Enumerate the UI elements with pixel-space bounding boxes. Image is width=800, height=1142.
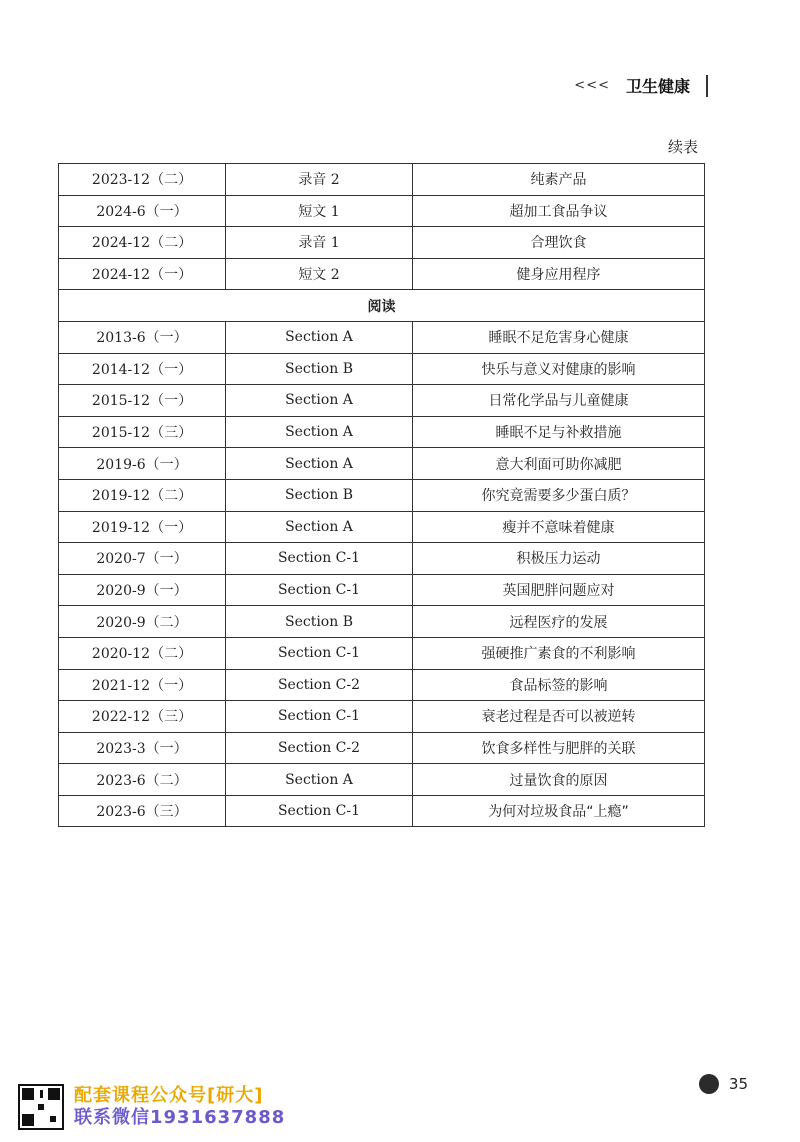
exam-part-cell: Section A: [226, 385, 413, 417]
topic-cell: 快乐与意义对健康的影响: [413, 353, 705, 385]
topic-cell: 积极压力运动: [413, 543, 705, 575]
topic-cell: 超加工食品争议: [413, 195, 705, 227]
exam-part-cell: Section A: [226, 416, 413, 448]
exam-part-cell: Section C-1: [226, 543, 413, 575]
exam-date-cell: 2023-6（二）: [59, 764, 226, 796]
exam-date-cell: 2019-12（一）: [59, 511, 226, 543]
topic-cell: 睡眠不足危害身心健康: [413, 321, 705, 353]
topic-cell: 合理饮食: [413, 227, 705, 259]
section-header-row: [59, 290, 705, 322]
exam-part-cell: 短文 1: [226, 195, 413, 227]
exam-date-cell: 2024-12（一）: [59, 258, 226, 290]
table-row: [59, 353, 705, 385]
exam-part-cell: 短文 2: [226, 258, 413, 290]
exam-part-cell: Section C-1: [226, 795, 413, 827]
section-reading-label: 阅读: [59, 290, 705, 322]
exam-part-cell: 录音 2: [226, 164, 413, 196]
topic-cell: 日常化学品与儿童健康: [413, 385, 705, 417]
exam-date-cell: 2019-6（一）: [59, 448, 226, 480]
table-row: [59, 416, 705, 448]
table-row: [59, 258, 705, 290]
exam-date-cell: 2013-6（一）: [59, 321, 226, 353]
table-row: [59, 511, 705, 543]
topic-cell: 强硬推广素食的不利影响: [413, 637, 705, 669]
topic-cell: 英国肥胖问题应对: [413, 574, 705, 606]
page-number: 35: [728, 1075, 748, 1093]
exam-date-cell: 2020-9（一）: [59, 574, 226, 606]
continued-label: 续表: [667, 138, 698, 156]
topic-cell: 为何对垃圾食品“上瘾”: [413, 795, 705, 827]
table-row: [59, 732, 705, 764]
promo-footer: [18, 1084, 285, 1130]
promo-line-2: 联系微信1931637888: [74, 1107, 286, 1128]
exam-date-cell: 2022-12（三）: [59, 701, 226, 733]
chapter-title: 卫生健康: [625, 77, 690, 96]
table-row: [59, 164, 705, 196]
exam-part-cell: Section B: [226, 353, 413, 385]
header-arrows: <<<: [574, 78, 610, 93]
exam-part-cell: Section B: [226, 479, 413, 511]
exam-part-cell: Section C-1: [226, 637, 413, 669]
table-row: [59, 448, 705, 480]
table-row: [59, 606, 705, 638]
table-row: [59, 764, 705, 796]
exam-part-cell: Section C-2: [226, 732, 413, 764]
table-row: [59, 795, 705, 827]
exam-date-cell: 2015-12（三）: [59, 416, 226, 448]
exam-date-cell: 2021-12（一）: [59, 669, 226, 701]
exam-date-cell: 2020-7（一）: [59, 543, 226, 575]
exam-date-cell: 2020-9（二）: [59, 606, 226, 638]
promo-line-1: 配套课程公众号[研大]: [74, 1085, 264, 1106]
exam-part-cell: Section A: [226, 448, 413, 480]
topic-cell: 睡眠不足与补救措施: [413, 416, 705, 448]
exam-part-cell: 录音 1: [226, 227, 413, 259]
table-row: [59, 543, 705, 575]
promo-text: [74, 1085, 285, 1129]
table-row: [59, 385, 705, 417]
qr-code-icon: [18, 1084, 64, 1130]
topic-cell: 纯素产品: [413, 164, 705, 196]
exam-part-cell: Section B: [226, 606, 413, 638]
topic-cell: 过量饮食的原因: [413, 764, 705, 796]
exam-part-cell: Section A: [226, 511, 413, 543]
page-number-area: [699, 1074, 748, 1094]
topic-cell: 瘦并不意味着健康: [413, 511, 705, 543]
exam-date-cell: 2014-12（一）: [59, 353, 226, 385]
exam-date-cell: 2023-12（二）: [59, 164, 226, 196]
table-row: [59, 669, 705, 701]
topic-cell: 远程医疗的发展: [413, 606, 705, 638]
exam-part-cell: Section A: [226, 764, 413, 796]
topic-cell: 食品标签的影响: [413, 669, 705, 701]
table-row: [59, 574, 705, 606]
exam-date-cell: 2023-6（三）: [59, 795, 226, 827]
running-header: [574, 74, 708, 97]
exam-date-cell: 2024-12（二）: [59, 227, 226, 259]
table-row: [59, 701, 705, 733]
table-row: [59, 227, 705, 259]
exam-part-cell: Section A: [226, 321, 413, 353]
table-body: [59, 164, 705, 827]
topic-cell: 意大利面可助你减肥: [413, 448, 705, 480]
table-row: [59, 195, 705, 227]
exam-topic-table: [58, 163, 705, 827]
topic-cell: 衰老过程是否可以被逆转: [413, 701, 705, 733]
exam-date-cell: 2015-12（一）: [59, 385, 226, 417]
exam-part-cell: Section C-1: [226, 574, 413, 606]
exam-date-cell: 2019-12（二）: [59, 479, 226, 511]
exam-date-cell: 2023-3（一）: [59, 732, 226, 764]
exam-part-cell: Section C-1: [226, 701, 413, 733]
exam-date-cell: 2020-12（二）: [59, 637, 226, 669]
page-marker-icon: [699, 1074, 719, 1094]
topic-cell: 饮食多样性与肥胖的关联: [413, 732, 705, 764]
table-row: [59, 321, 705, 353]
exam-part-cell: Section C-2: [226, 669, 413, 701]
table-row: [59, 637, 705, 669]
topic-cell: 你究竟需要多少蛋白质？: [413, 479, 705, 511]
topic-cell: 健身应用程序: [413, 258, 705, 290]
header-divider: [706, 75, 708, 97]
exam-date-cell: 2024-6（一）: [59, 195, 226, 227]
table-row: [59, 479, 705, 511]
